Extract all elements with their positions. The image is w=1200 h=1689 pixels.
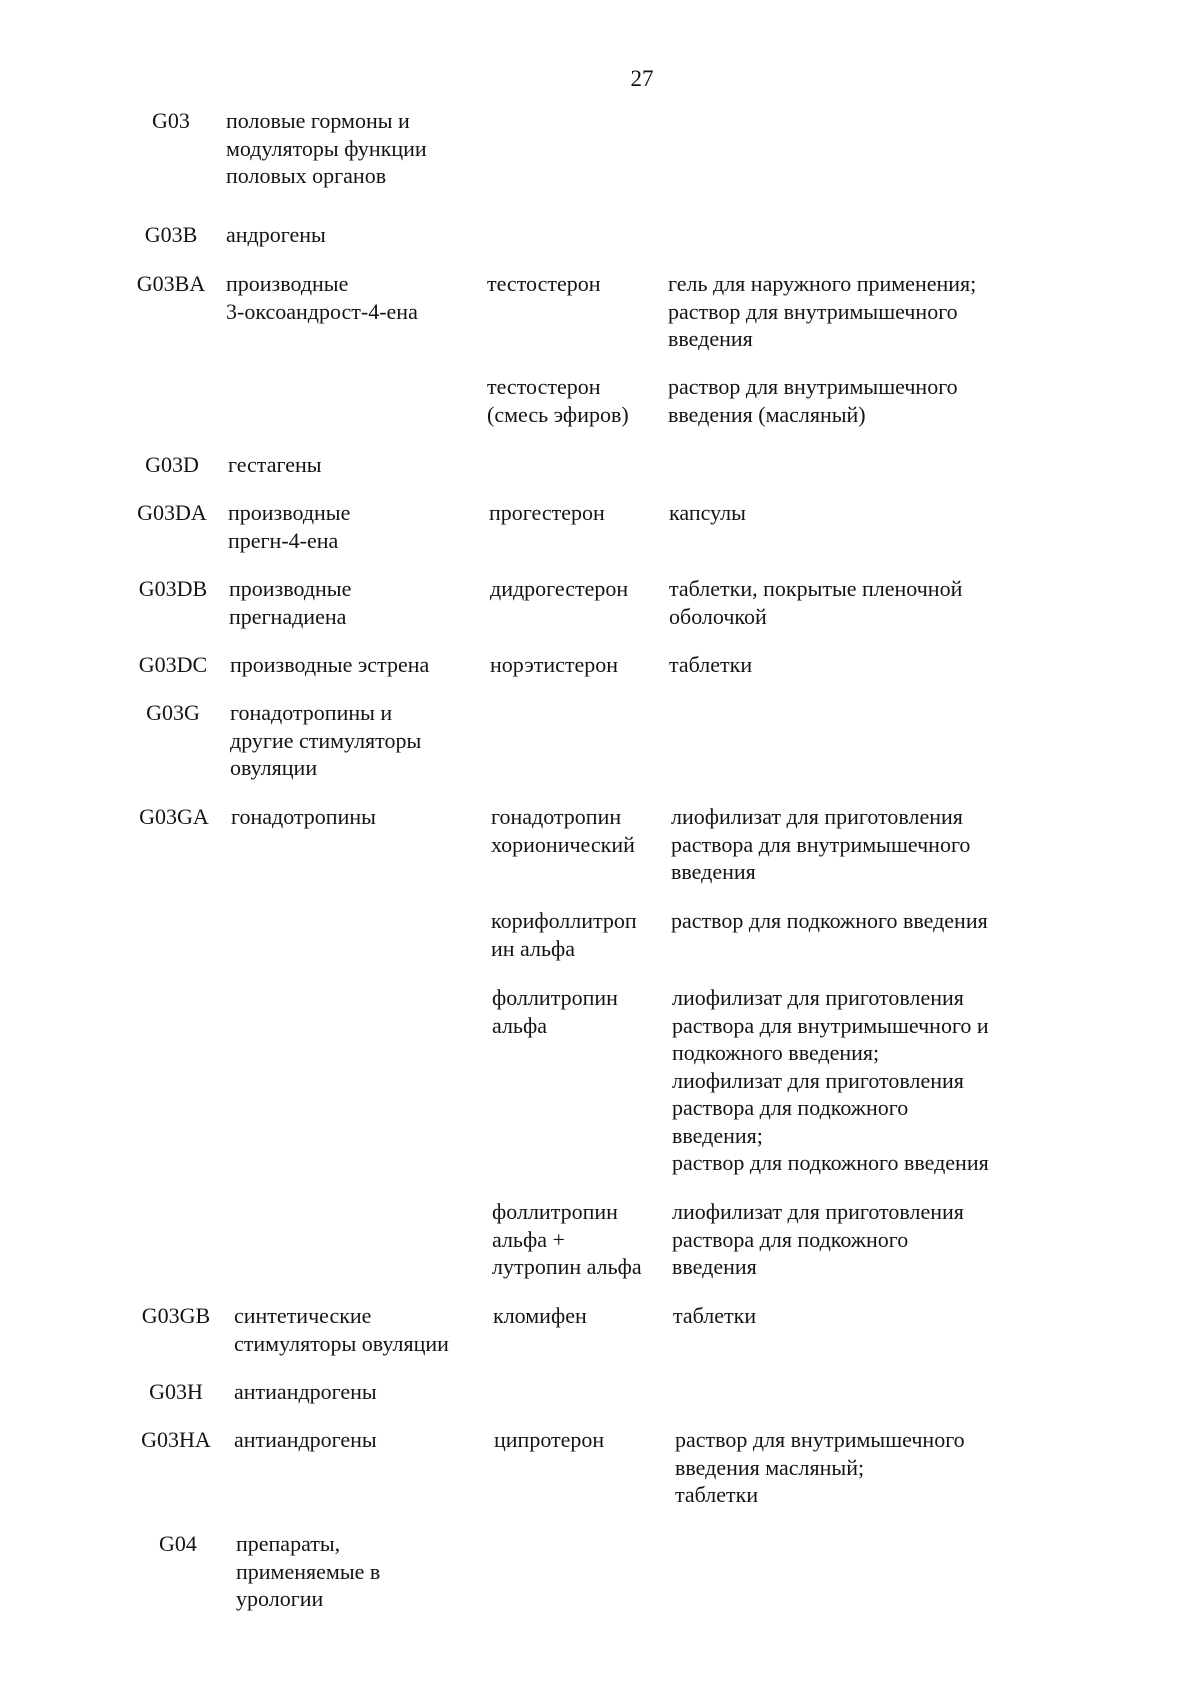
- atc-code: G03B: [144, 222, 198, 247]
- group-name: антиандрогены: [234, 1379, 377, 1404]
- atc-code: G04: [159, 1531, 197, 1556]
- atc-code: G03BA: [136, 271, 206, 296]
- atc-code: G03: [152, 108, 190, 133]
- dosage-form: капсулы: [669, 500, 746, 525]
- atc-code: G03HA: [141, 1427, 211, 1452]
- dosage-form: таблетки: [673, 1303, 757, 1328]
- group-name: гестагены: [228, 452, 322, 477]
- drug-name: фоллитропин альфа + лутропин альфа: [492, 1199, 642, 1279]
- group-name: синтетические стимуляторы овуляции: [234, 1303, 449, 1356]
- atc-code: G03DC: [138, 652, 208, 677]
- atc-code: G03GA: [139, 804, 209, 829]
- dosage-form: раствор для подкожного введения: [671, 908, 988, 933]
- dosage-form: лиофилизат для приготовления раствора для внутримышечного введения: [671, 804, 971, 884]
- atc-code: G03DB: [138, 576, 208, 601]
- atc-code: G03GB: [141, 1303, 211, 1328]
- dosage-form: таблетки, покрытые пленочной оболочкой: [669, 576, 963, 629]
- group-name: производные эстрена: [230, 652, 430, 677]
- atc-code: G03H: [149, 1379, 203, 1404]
- drug-name: ципротерон: [494, 1427, 605, 1452]
- dosage-form: раствор для внутримышечного введения масляный; таблетки: [675, 1427, 965, 1507]
- group-name: антиандрогены: [234, 1427, 377, 1452]
- dosage-form: таблетки: [669, 652, 753, 677]
- dosage-form: лиофилизат для приготовления раствора для подкожного введения: [672, 1199, 964, 1279]
- group-name: гонадотропины и другие стимуляторы овуляции: [230, 700, 422, 780]
- atc-code: G03DA: [137, 500, 207, 525]
- dosage-form: гель для наружного применения; раствор для внутримышечного введения: [668, 271, 977, 351]
- group-name: производные прегн-4-ена: [228, 500, 351, 553]
- drug-name: фоллитропин альфа: [492, 985, 618, 1038]
- group-name: препараты, применяемые в урологии: [236, 1531, 381, 1611]
- drug-name: тестостерон: [487, 271, 601, 296]
- group-name: производные 3-оксоандрост-4-ена: [226, 271, 418, 324]
- group-name: производные прегнадиена: [229, 576, 352, 629]
- page-number: 27: [630, 66, 654, 91]
- atc-code: G03G: [146, 700, 200, 725]
- atc-code: G03D: [145, 452, 199, 477]
- dosage-form: лиофилизат для приготовления раствора для внутримышечного и подкожного введения; лиофилизат для приготовления раствора для подкожного введения; раствор для подкожного введения: [672, 985, 989, 1175]
- drug-name: тестостерон (смесь эфиров): [487, 374, 629, 427]
- group-name: андрогены: [226, 222, 326, 247]
- drug-name: прогестерон: [489, 500, 605, 525]
- group-name: половые гормоны и модуляторы функции половых органов: [226, 108, 427, 188]
- dosage-form: раствор для внутримышечного введения (масляный): [668, 374, 958, 427]
- drug-name: кломифен: [493, 1303, 587, 1328]
- group-name: гонадотропины: [231, 804, 376, 829]
- drug-name: норэтистерон: [490, 652, 619, 677]
- drug-name: дидрогестерон: [490, 576, 629, 601]
- drug-name: корифоллитроп ин альфа: [491, 908, 637, 961]
- drug-name: гонадотропин хорионический: [491, 804, 635, 857]
